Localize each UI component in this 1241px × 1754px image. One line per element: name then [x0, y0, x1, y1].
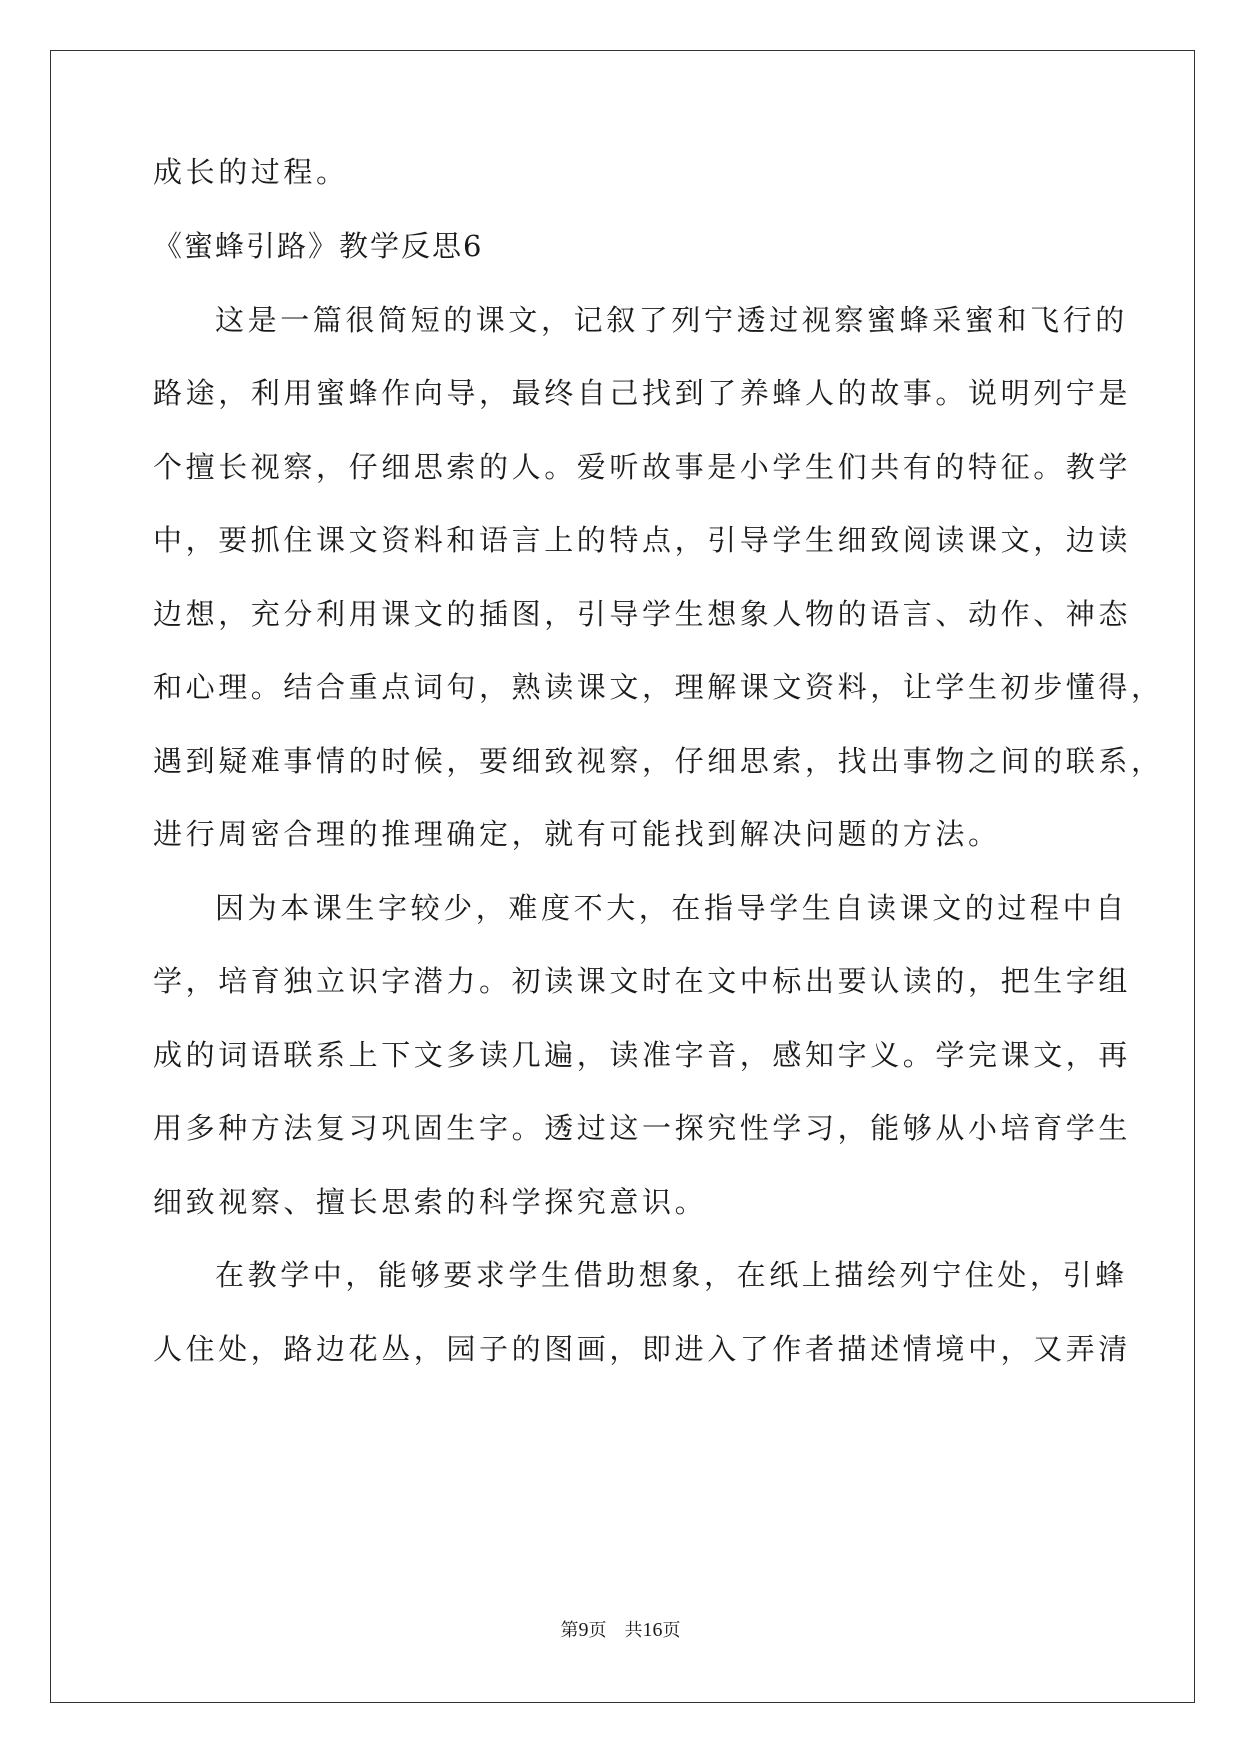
text-line: 边想，充分利用课文的插图，引导学生想象人物的语言、动作、神态 — [153, 597, 1132, 631]
text-line: 用多种方法复习巩固生字。透过这一探究性学习，能够从小培育学生 — [153, 1111, 1132, 1145]
text-line: 学，培育独立识字潜力。初读课文时在文中标出要认读的，把生字组 — [153, 964, 1132, 998]
text-line: 个擅长视察，仔细思索的人。爱听故事是小学生们共有的特征。教学 — [153, 450, 1132, 484]
text-line: 中，要抓住课文资料和语言上的特点，引导学生细致阅读课文，边读 — [153, 523, 1132, 557]
text-line: 成长的过程。 — [153, 155, 349, 189]
total-pages: 16 — [642, 1619, 663, 1641]
page-prefix: 第 — [560, 1620, 579, 1641]
page-border — [50, 50, 1195, 1703]
text-line: 进行周密合理的推理确定，就有可能找到解决问题的方法。 — [153, 817, 1001, 851]
text-line: 路途，利用蜜蜂作向导，最终自己找到了养蜂人的故事。说明列宁是 — [153, 376, 1132, 410]
text-line: 人住处，路边花丛，园子的图画，即进入了作者描述情境中，又弄清 — [153, 1332, 1132, 1366]
text-line: 因为本课生字较少，难度不大，在指导学生自读课文的过程中自 — [215, 891, 1128, 925]
total-prefix: 共 — [624, 1620, 643, 1641]
text-line: 和心理。结合重点词句，熟读课文，理解课文资料，让学生初步懂得， — [153, 670, 1164, 704]
text-line: 细致视察、擅长思索的科学探究意识。 — [153, 1185, 708, 1219]
text-line: 在教学中，能够要求学生借助想象，在纸上描绘列宁住处，引蜂 — [215, 1258, 1128, 1292]
total-suffix: 页 — [662, 1620, 681, 1641]
page-footer — [0, 1618, 1241, 1643]
text-line: 遇到疑难事情的时候，要细致视察，仔细思索，找出事物之间的联系， — [153, 744, 1164, 778]
page-suffix: 页 — [588, 1620, 607, 1641]
text-line: 这是一篇很简短的课文，记叙了列宁透过视察蜜蜂采蜜和飞行的 — [215, 303, 1128, 337]
text-line: 成的词语联系上下文多读几遍，读准字音，感知字义。学完课文，再 — [153, 1038, 1132, 1072]
section-heading: 《蜜蜂引路》教学反思6 — [153, 229, 484, 263]
page-number: 9 — [578, 1619, 589, 1641]
